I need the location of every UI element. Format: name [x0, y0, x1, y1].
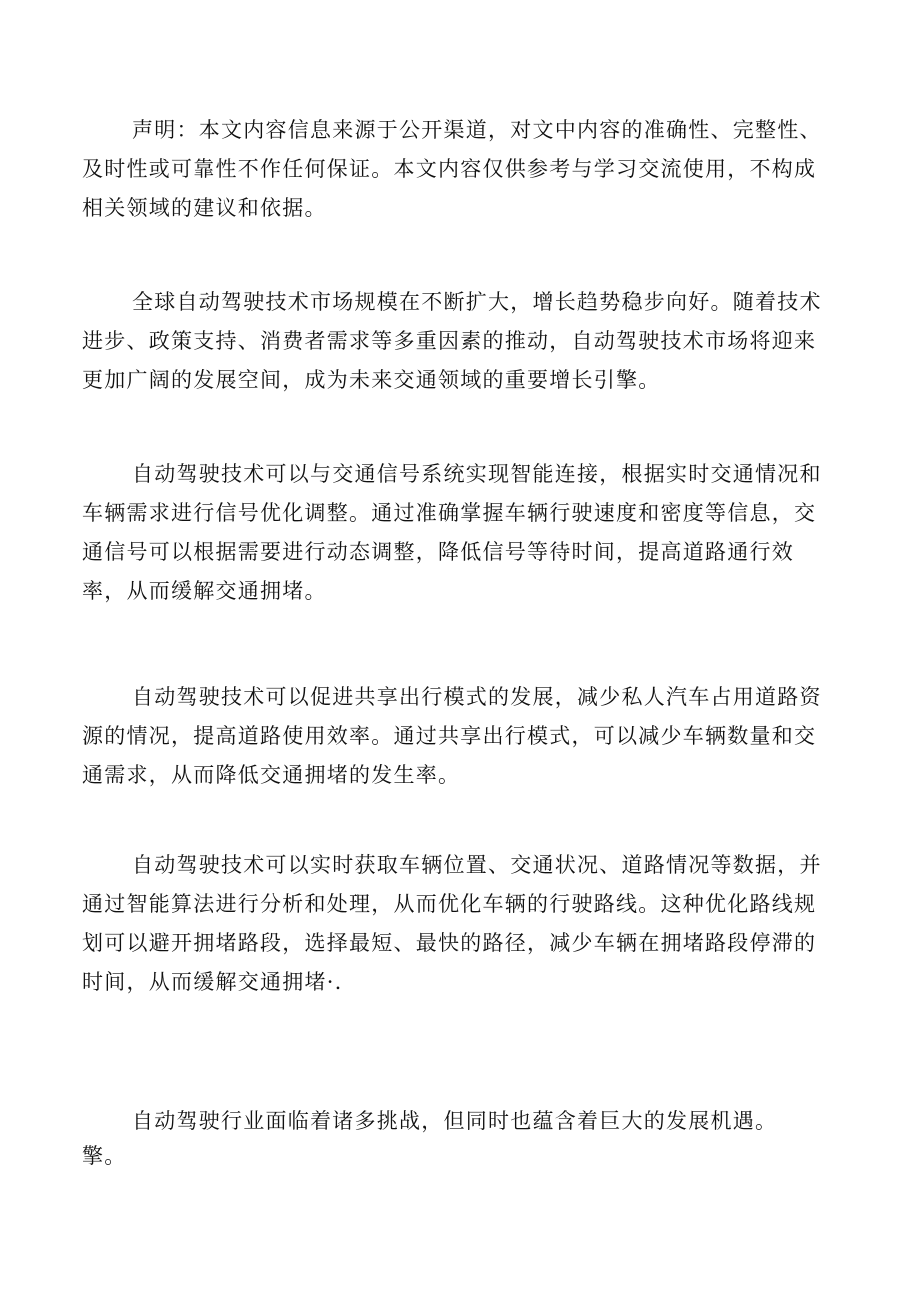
route-optimization-paragraph: 自动驾驶技术可以实时获取车辆位置、交通状况、道路情况等数据，并通过智能算法进行分析和处理，从而优化车辆的行驶路线。这种优化路线规划可以避开拥堵路段，选择最短、最快的路径，减少车辆在拥堵路段停滞的时间，从而缓解交通拥堵·.: [82, 853, 822, 994]
shared-mobility-paragraph: 自动驾驶技术可以促进共享出行模式的发展，减少私人汽车占用道路资源的情况，提高道路使用效率。通过共享出行模式，可以减少车辆数量和交通需求，从而降低交通拥堵的发生率。: [82, 685, 822, 787]
traffic-signal-paragraph: 自动驾驶技术可以与交通信号系统实现智能连接，根据实时交通情况和车辆需求进行信号优化调整。通过准确掌握车辆行驶速度和密度等信息，交通信号可以根据需要进行动态调整，降低信号等待时间，提高道路通行效率，从而缓解交通拥堵。: [82, 462, 822, 603]
challenges-paragraph: 自动驾驶行业面临着诸多挑战，但同时也蕴含着巨大的发展机遇。: [132, 1109, 778, 1133]
trailing-fragment: 擎。: [82, 1144, 127, 1168]
market-scale-paragraph: 全球自动驾驶技术市场规模在不断扩大，增长趋势稳步向好。随着技术进步、政策支持、消费者需求等多重因素的推动，自动驾驶技术市场将迎来更加广阔的发展空间，成为未来交通领域的重要增长引擎。: [82, 290, 822, 392]
disclaimer-paragraph: 声明：本文内容信息来源于公开渠道，对文中内容的准确性、完整性、及时性或可靠性不作任何保证。本文内容仅供参考与学习交流使用，不构成相关领域的建议和依据。: [82, 118, 822, 220]
